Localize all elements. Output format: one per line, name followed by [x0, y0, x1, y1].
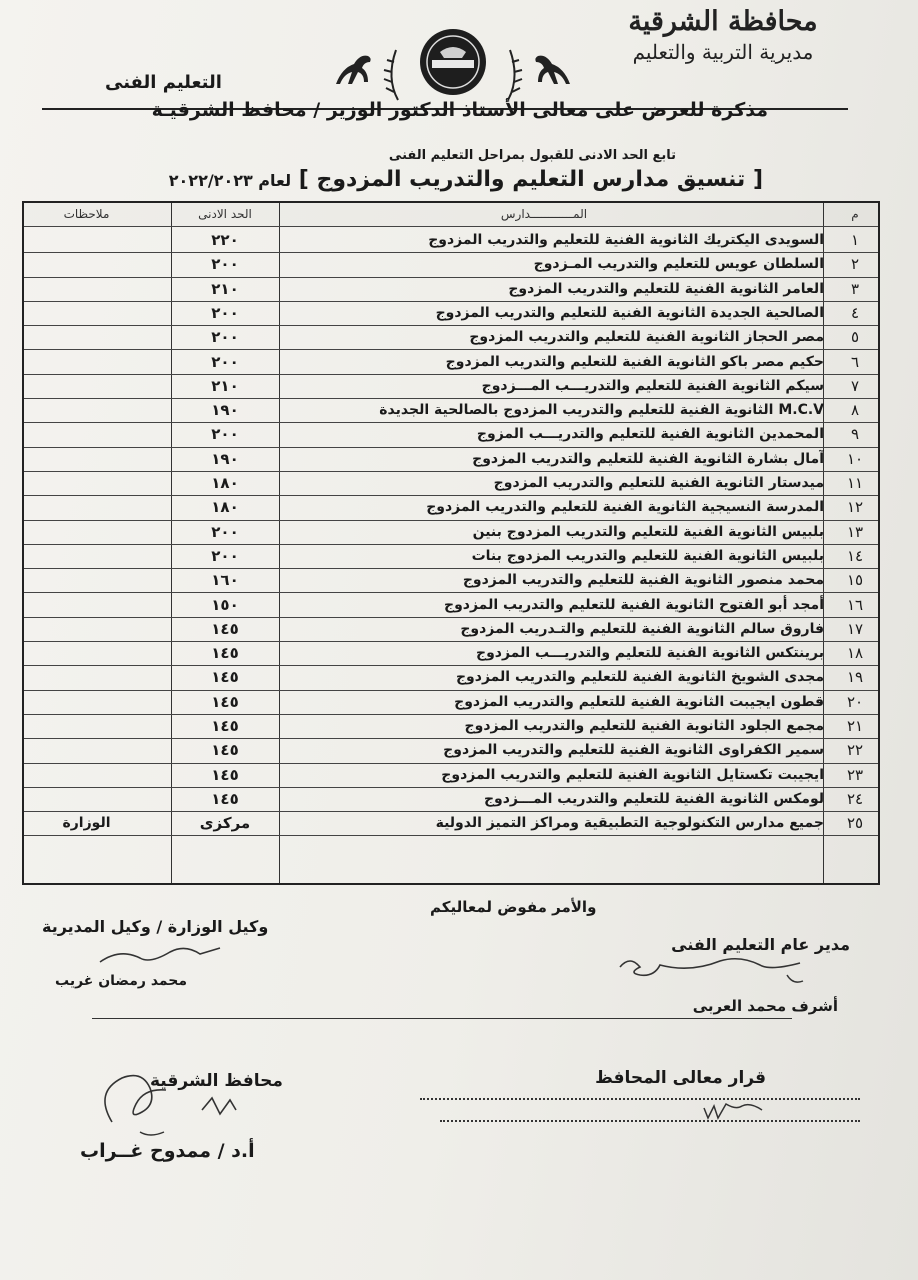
table-row [24, 594, 878, 618]
table-row [24, 642, 878, 666]
school-name: قطون ايجيبت الثانوية الفنية للتعليم والتدريب المزدوج [454, 693, 824, 710]
row-number: ٢٤ [846, 789, 864, 808]
school-name: برينتكس الثانوية الفنية للتعليم والتدريـــب المزدوج [476, 645, 824, 662]
row-notes [24, 448, 149, 471]
row-number: ٨ [850, 401, 860, 420]
governor-title: محافظ الشرقية [150, 1071, 283, 1091]
row-number: ١٨ [846, 644, 864, 663]
director-signature-icon [612, 945, 822, 995]
school-name: بلبيس الثانوية الفنية للتعليم والتدريب المزدوج بنين [472, 523, 824, 540]
table-row [24, 812, 878, 836]
minimum-score: ٢١٠ [211, 279, 239, 298]
left-horse-icon [336, 56, 371, 84]
row-notes [24, 715, 149, 738]
school-name: محمد منصور الثانوية الفنية للتعليم والتدريب المزدوج [462, 572, 824, 589]
governor-decision-label: قرار معالى المحافظ [595, 1068, 766, 1088]
minimum-score: ١٩٠ [211, 401, 239, 420]
minimum-score: ١٤٥ [211, 741, 239, 760]
row-notes [24, 618, 149, 641]
department-label: التعليم الفنى [105, 72, 222, 93]
minimum-score: ٢٠٠ [211, 328, 239, 347]
row-number: ١٥ [846, 571, 864, 590]
table-header-row [24, 203, 878, 227]
minimum-score: ١٤٥ [211, 619, 239, 638]
minimum-score: ٢٠٠ [211, 255, 239, 274]
school-name: ايجيبت تكستايل الثانوية الفنية للتعليم والتدريب المزدوج [441, 766, 824, 783]
table-row [24, 253, 878, 277]
school-name: مجمع الجلود الثانوية الفنية للتعليم والتدريب المزدوج [464, 718, 824, 734]
table-row [24, 739, 878, 763]
row-notes [24, 594, 149, 617]
minimum-score: ١٨٠ [211, 474, 239, 492]
minimum-score: ٢١٠ [211, 376, 239, 395]
governorate-header [598, 5, 848, 65]
minimum-score: ١٤٥ [211, 789, 239, 808]
school-name: الصالحية الجديدة الثانوية الفنية للتعليم والتدريب المزدوج [435, 304, 824, 321]
table-row [24, 666, 878, 690]
row-notes [24, 788, 149, 811]
document-title [169, 167, 763, 192]
school-name: بلبيس الثانوية الفنية للتعليم والتدريب المزدوج بنات [471, 547, 824, 564]
minimum-score: ١٩٠ [211, 449, 239, 468]
row-number: ١٤ [846, 546, 864, 565]
table-row [24, 521, 878, 545]
row-number: ١٠ [846, 449, 864, 468]
row-notes [24, 691, 149, 714]
row-notes [24, 351, 149, 374]
row-notes [24, 739, 149, 762]
row-number: ١ [850, 231, 860, 249]
row-number: ٧ [850, 376, 860, 395]
row-notes [24, 423, 149, 446]
table-row [24, 569, 878, 593]
table-row [24, 423, 878, 447]
memo-line: مذكرة للعرض على معالى الأستاذ الدكتور الوزير / محافظ الشرقيـة [151, 99, 768, 121]
row-notes [24, 496, 149, 519]
school-name: المحمدين الثانوية الفنية للتعليم والتدريـــب المزوج [476, 426, 824, 443]
row-notes [24, 253, 149, 276]
table-row [24, 618, 878, 642]
governorate-name: محافظة الشرقية [628, 6, 818, 37]
table-row [24, 496, 878, 520]
table-row [24, 302, 878, 326]
table-row [24, 764, 878, 788]
minimum-score: ٢٠٠ [211, 303, 239, 322]
deputy-signature-icon [95, 940, 225, 970]
minimum-score: مركزى [199, 814, 251, 833]
school-name: مصر الحجاز الثانوية الفنية للتعليم والتدريب المزدوج [469, 329, 824, 346]
title-year: لعام ٢٠٢٢/٢٠٢٣ [168, 171, 292, 190]
row-number: ١١ [846, 474, 864, 492]
minimum-score: ١٤٥ [211, 668, 239, 687]
row-notes [24, 545, 149, 568]
order-note: والأمر مفوض لمعاليكم [430, 898, 597, 916]
row-number: ١٢ [846, 498, 864, 517]
row-number: ١٩ [846, 668, 864, 687]
school-name: السلطان عويس للتعليم والتدريب المـزدوج [533, 256, 824, 273]
table-row [24, 375, 878, 399]
table-row [24, 472, 878, 496]
row-number: ٥ [850, 328, 860, 347]
row-number: ٢٠ [846, 692, 864, 711]
school-name: مجدى الشويخ الثانوية الفنية للتعليم والتدريب المزدوج [455, 669, 824, 686]
row-number: ١٦ [846, 595, 864, 614]
minimum-score: ٢٢٠ [211, 231, 239, 249]
right-horse-icon [535, 56, 570, 84]
school-name: السويدى اليكتريك الثانوية الفنية للتعليم والتدريب المزدوج [428, 232, 824, 248]
row-notes [24, 642, 149, 665]
table-row [24, 278, 878, 302]
minimum-score: ٢٠٠ [211, 425, 239, 444]
minimum-score: ١٤٥ [211, 765, 239, 784]
school-name: فاروق سالم الثانوية الفنية للتعليم والتـدريب المزدوج [460, 620, 824, 637]
laurel-left-icon [384, 50, 398, 100]
governor-name: أ.د / ممدوح غــراب [80, 1140, 255, 1162]
decision-line [440, 1120, 860, 1122]
table-row [24, 715, 878, 739]
table-row [24, 351, 878, 375]
school-name: حكيم مصر باكو الثانوية الفنية للتعليم والتدريب المزدوج [445, 353, 824, 370]
col-header-notes: ملاحظات [63, 207, 110, 221]
row-number: ٢٥ [846, 814, 864, 833]
school-name: المدرسة النسيجية الثانوية الفنية للتعليم والتدريب المزدوج [426, 499, 824, 516]
director-name: أشرف محمد العربى [692, 997, 838, 1015]
row-notes [24, 375, 149, 398]
minimum-score: ١٨٠ [211, 498, 239, 517]
table-row [24, 545, 878, 569]
laurel-right-icon [508, 50, 522, 100]
row-notes [24, 399, 149, 422]
row-notes [24, 326, 149, 349]
row-number: ٢ [850, 255, 860, 274]
row-notes [24, 764, 149, 787]
minimum-score: ١٤٥ [211, 717, 239, 735]
table-row [24, 788, 878, 812]
row-notes [24, 229, 149, 252]
school-name: العامر الثانوية الفنية للتعليم والتدريب المزدوج [508, 280, 824, 297]
table-row [24, 326, 878, 350]
table-row [24, 448, 878, 472]
row-number: ٣ [850, 279, 860, 298]
col-header-school: المــــــــــــدارس [500, 207, 588, 221]
school-name: سيكم الثانوية الفنية للتعليم والتدريـــب المـــزدوج [481, 377, 824, 394]
table-row [24, 229, 878, 253]
memo-subtitle: تابع الحد الادنى للقبول بمراحل التعليم الفنى [388, 148, 676, 163]
row-number: ٦ [850, 352, 860, 371]
col-header-minimum: الحد الادنى [198, 207, 252, 221]
school-name: ميدستار الثانوية الفنية للتعليم والتدريب المزدوج [493, 475, 824, 491]
minimum-score: ١٥٠ [211, 595, 239, 614]
row-number: ١٧ [846, 619, 864, 638]
row-number: ٢١ [846, 717, 864, 735]
school-name: أمجد أبو الفتوح الثانوية الفنية للتعليم والتدريب المزدوج [444, 596, 824, 613]
table-row [24, 691, 878, 715]
school-name: آمال بشارة الثانوية الفنية للتعليم والتدريب المزدوج [472, 450, 824, 467]
minimum-score: ١٦٠ [211, 571, 239, 590]
minimum-score: ٢٠٠ [211, 546, 239, 565]
row-notes [24, 521, 149, 544]
deputy-name: محمد رمضان غريب [55, 973, 188, 989]
school-name: سمير الكفراوى الثانوية الفنية للتعليم والتدريب المزدوج [443, 742, 824, 759]
row-notes [24, 278, 149, 301]
row-notes [24, 302, 149, 325]
col-header-num: م [851, 207, 859, 221]
row-number: ٩ [850, 425, 860, 444]
decision-line [420, 1098, 860, 1100]
governor-signature-icon [92, 1062, 272, 1142]
row-number: ٢٢ [846, 741, 864, 760]
row-notes [24, 666, 149, 689]
row-notes [24, 569, 149, 592]
director-title: مدير عام التعليم الفنى [671, 935, 850, 954]
school-name: جميع مدارس التكنولوجية التطبيقية ومراكز التميز الدولية [435, 815, 824, 832]
table-row [24, 399, 878, 423]
minimum-score: ١٤٥ [211, 692, 239, 711]
minimum-score: ٢٠٠ [211, 522, 239, 541]
school-name: لومكس الثانوية الفنية للتعليم والتدريب المـــزدوج [483, 790, 824, 807]
schools-table [22, 201, 880, 885]
row-number: ٤ [850, 303, 860, 322]
row-number: ١٣ [846, 522, 864, 541]
deputy-title: وكيل الوزارة / وكيل المديرية [42, 917, 269, 936]
minimum-score: ١٤٥ [211, 644, 239, 663]
row-notes: الوزارة [62, 815, 111, 832]
row-number: ٢٣ [846, 765, 864, 784]
row-notes [24, 472, 149, 495]
directorate-name: مديرية التربية والتعليم [632, 40, 814, 64]
minimum-score: ٢٠٠ [211, 352, 239, 371]
footer-divider [92, 1018, 792, 1019]
decision-mark-icon [700, 1100, 770, 1126]
school-name: M.C.V الثانوية الفنية للتعليم والتدريب المزدوج بالصالحية الجديدة [379, 402, 824, 419]
title-main: [ تنسيق مدارس التعليم والتدريب المزدوج ] [298, 167, 763, 192]
